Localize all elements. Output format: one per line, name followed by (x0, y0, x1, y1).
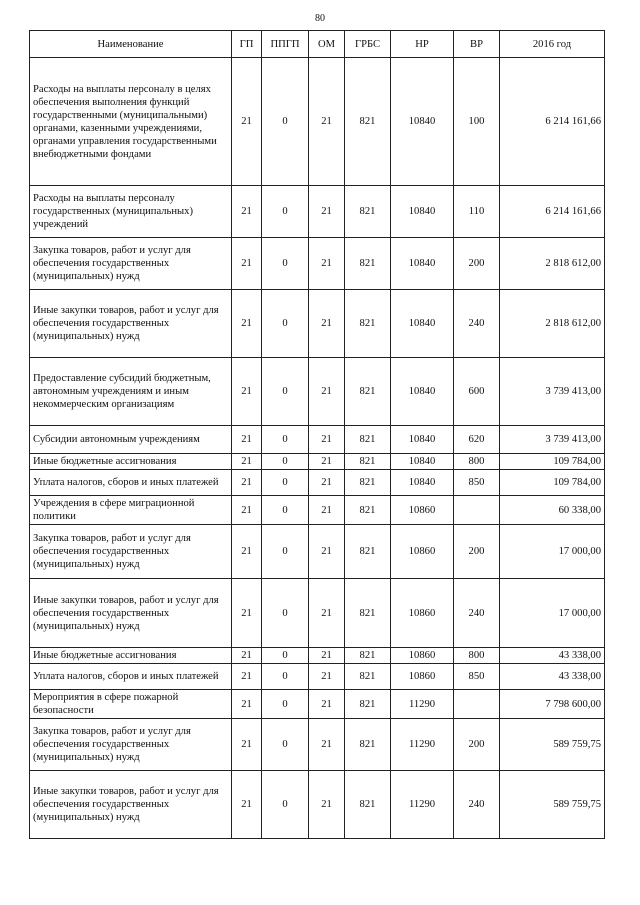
table-row (30, 771, 605, 839)
table-row (30, 690, 605, 719)
cell-name: Предоставление субсидий бюджетным, автономным учреждениям и иным некоммерческим организациям (30, 358, 232, 426)
cell-grbs: 821 (345, 454, 391, 470)
cell-om: 21 (309, 719, 345, 771)
cell-om: 21 (309, 525, 345, 579)
cell-name: Закупка товаров, работ и услуг для обеспечения государственных (муниципальных) нужд (30, 719, 232, 771)
cell-nr: 10840 (391, 290, 454, 358)
table-row (30, 454, 605, 470)
cell-vr: 100 (454, 58, 500, 186)
header-ppgp: ППГП (262, 31, 309, 58)
cell-amount: 2 818 612,00 (500, 290, 605, 358)
cell-gp: 21 (232, 648, 262, 664)
cell-om: 21 (309, 496, 345, 525)
cell-amount: 589 759,75 (500, 719, 605, 771)
cell-ppgp: 0 (262, 690, 309, 719)
header-om: ОМ (309, 31, 345, 58)
cell-ppgp: 0 (262, 470, 309, 496)
cell-om: 21 (309, 470, 345, 496)
table-row (30, 648, 605, 664)
cell-name: Уплата налогов, сборов и иных платежей (30, 664, 232, 690)
header-year: 2016 год (500, 31, 605, 58)
cell-grbs: 821 (345, 238, 391, 290)
cell-ppgp: 0 (262, 58, 309, 186)
header-nr: НР (391, 31, 454, 58)
cell-gp: 21 (232, 454, 262, 470)
header-gp: ГП (232, 31, 262, 58)
cell-gp: 21 (232, 496, 262, 525)
cell-amount: 6 214 161,66 (500, 186, 605, 238)
cell-vr: 620 (454, 426, 500, 454)
cell-gp: 21 (232, 426, 262, 454)
cell-vr: 240 (454, 579, 500, 648)
header-vr: ВР (454, 31, 500, 58)
cell-ppgp: 0 (262, 525, 309, 579)
cell-amount: 43 338,00 (500, 664, 605, 690)
cell-gp: 21 (232, 719, 262, 771)
cell-vr: 850 (454, 664, 500, 690)
cell-vr: 110 (454, 186, 500, 238)
cell-vr (454, 496, 500, 525)
cell-nr: 11290 (391, 719, 454, 771)
cell-amount: 43 338,00 (500, 648, 605, 664)
cell-nr: 10860 (391, 525, 454, 579)
cell-nr: 10840 (391, 238, 454, 290)
page-number: 80 (315, 13, 325, 24)
cell-gp: 21 (232, 525, 262, 579)
cell-grbs: 821 (345, 358, 391, 426)
cell-vr: 200 (454, 525, 500, 579)
cell-nr: 10860 (391, 579, 454, 648)
cell-name: Расходы на выплаты персоналу в целях обеспечения выполнения функций государственными (муниципальными) органами, казенными учреждениями, органами управления государственными внебюджетными фондами (30, 58, 232, 186)
cell-nr: 10840 (391, 470, 454, 496)
cell-amount: 109 784,00 (500, 454, 605, 470)
cell-om: 21 (309, 426, 345, 454)
cell-name: Иные закупки товаров, работ и услуг для обеспечения государственных (муниципальных) нужд (30, 579, 232, 648)
cell-nr: 10860 (391, 648, 454, 664)
table-row (30, 426, 605, 454)
budget-table (29, 30, 605, 839)
table-row (30, 579, 605, 648)
cell-grbs: 821 (345, 648, 391, 664)
table-row (30, 186, 605, 238)
cell-name: Закупка товаров, работ и услуг для обеспечения государственных (муниципальных) нужд (30, 238, 232, 290)
cell-grbs: 821 (345, 496, 391, 525)
table-row (30, 290, 605, 358)
cell-ppgp: 0 (262, 771, 309, 839)
header-grbs: ГРБС (345, 31, 391, 58)
cell-amount: 3 739 413,00 (500, 426, 605, 454)
cell-om: 21 (309, 58, 345, 186)
cell-nr: 11290 (391, 771, 454, 839)
cell-gp: 21 (232, 186, 262, 238)
cell-amount: 17 000,00 (500, 579, 605, 648)
cell-grbs: 821 (345, 579, 391, 648)
table-row (30, 238, 605, 290)
cell-om: 21 (309, 238, 345, 290)
cell-vr: 850 (454, 470, 500, 496)
cell-gp: 21 (232, 690, 262, 719)
header-name: Наименование (30, 31, 232, 58)
cell-amount: 589 759,75 (500, 771, 605, 839)
table-row (30, 470, 605, 496)
cell-ppgp: 0 (262, 290, 309, 358)
cell-nr: 11290 (391, 690, 454, 719)
cell-vr: 240 (454, 771, 500, 839)
cell-vr: 200 (454, 719, 500, 771)
cell-om: 21 (309, 186, 345, 238)
cell-nr: 10860 (391, 496, 454, 525)
cell-ppgp: 0 (262, 579, 309, 648)
cell-ppgp: 0 (262, 648, 309, 664)
cell-name: Субсидии автономным учреждениям (30, 426, 232, 454)
cell-grbs: 821 (345, 719, 391, 771)
cell-ppgp: 0 (262, 719, 309, 771)
cell-nr: 10840 (391, 58, 454, 186)
cell-nr: 10840 (391, 358, 454, 426)
cell-gp: 21 (232, 664, 262, 690)
cell-gp: 21 (232, 358, 262, 426)
table-row (30, 358, 605, 426)
cell-vr (454, 690, 500, 719)
cell-name: Уплата налогов, сборов и иных платежей (30, 470, 232, 496)
cell-om: 21 (309, 690, 345, 719)
cell-om: 21 (309, 648, 345, 664)
cell-grbs: 821 (345, 664, 391, 690)
cell-vr: 800 (454, 648, 500, 664)
cell-vr: 800 (454, 454, 500, 470)
cell-grbs: 821 (345, 186, 391, 238)
cell-ppgp: 0 (262, 186, 309, 238)
cell-name: Мероприятия в сфере пожарной безопасности (30, 690, 232, 719)
cell-amount: 3 739 413,00 (500, 358, 605, 426)
cell-om: 21 (309, 579, 345, 648)
cell-gp: 21 (232, 58, 262, 186)
cell-name: Иные закупки товаров, работ и услуг для обеспечения государственных (муниципальных) нужд (30, 771, 232, 839)
cell-ppgp: 0 (262, 426, 309, 454)
cell-om: 21 (309, 290, 345, 358)
cell-nr: 10840 (391, 426, 454, 454)
cell-nr: 10840 (391, 454, 454, 470)
cell-gp: 21 (232, 290, 262, 358)
cell-amount: 17 000,00 (500, 525, 605, 579)
cell-name: Иные бюджетные ассигнования (30, 454, 232, 470)
cell-vr: 240 (454, 290, 500, 358)
table-row (30, 719, 605, 771)
cell-vr: 200 (454, 238, 500, 290)
cell-ppgp: 0 (262, 238, 309, 290)
cell-grbs: 821 (345, 58, 391, 186)
cell-amount: 109 784,00 (500, 470, 605, 496)
cell-om: 21 (309, 771, 345, 839)
cell-name: Расходы на выплаты персоналу государственных (муниципальных) учреждений (30, 186, 232, 238)
cell-name: Иные закупки товаров, работ и услуг для обеспечения государственных (муниципальных) нужд (30, 290, 232, 358)
cell-om: 21 (309, 664, 345, 690)
table-row (30, 525, 605, 579)
cell-gp: 21 (232, 771, 262, 839)
cell-gp: 21 (232, 470, 262, 496)
table-row (30, 664, 605, 690)
cell-ppgp: 0 (262, 358, 309, 426)
cell-amount: 7 798 600,00 (500, 690, 605, 719)
table-row (30, 496, 605, 525)
cell-gp: 21 (232, 579, 262, 648)
cell-grbs: 821 (345, 290, 391, 358)
cell-nr: 10840 (391, 186, 454, 238)
cell-name: Иные бюджетные ассигнования (30, 648, 232, 664)
table-row (30, 58, 605, 186)
cell-gp: 21 (232, 238, 262, 290)
cell-om: 21 (309, 358, 345, 426)
cell-name: Учреждения в сфере миграционной политики (30, 496, 232, 525)
cell-amount: 6 214 161,66 (500, 58, 605, 186)
cell-vr: 600 (454, 358, 500, 426)
cell-ppgp: 0 (262, 496, 309, 525)
cell-name: Закупка товаров, работ и услуг для обеспечения государственных (муниципальных) нужд (30, 525, 232, 579)
cell-ppgp: 0 (262, 664, 309, 690)
header-row (30, 31, 605, 58)
cell-grbs: 821 (345, 771, 391, 839)
cell-nr: 10860 (391, 664, 454, 690)
cell-grbs: 821 (345, 426, 391, 454)
cell-om: 21 (309, 454, 345, 470)
cell-amount: 60 338,00 (500, 496, 605, 525)
cell-grbs: 821 (345, 690, 391, 719)
cell-grbs: 821 (345, 470, 391, 496)
cell-ppgp: 0 (262, 454, 309, 470)
cell-amount: 2 818 612,00 (500, 238, 605, 290)
cell-grbs: 821 (345, 525, 391, 579)
